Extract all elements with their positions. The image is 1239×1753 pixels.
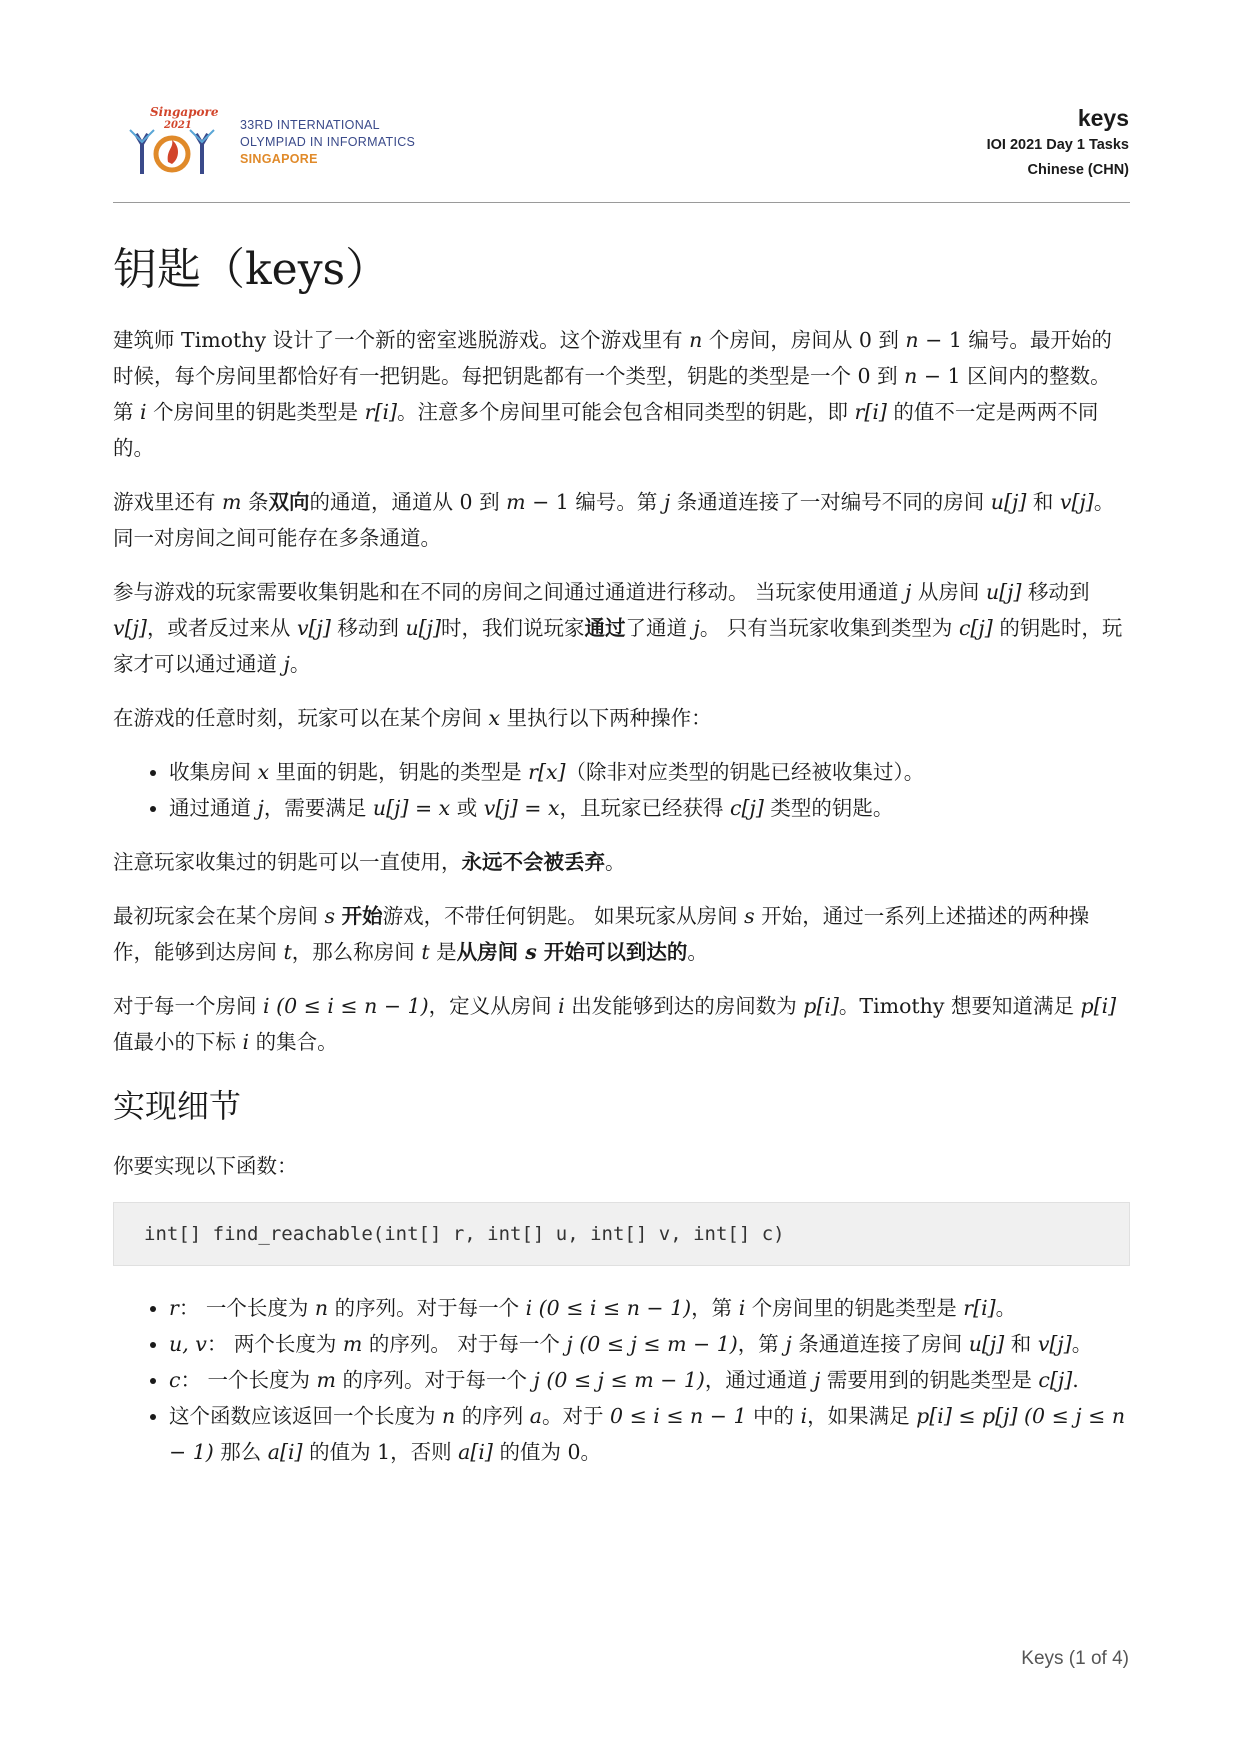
params-list <box>113 1290 1130 1470</box>
header-info <box>987 103 1129 183</box>
paragraph-intro: 建筑师 Timothy 设计了一个新的密室逃脱游戏。这个游戏里有 n 个房间，房间从 0 到 n − 1 编号。最开始的时候，每个房间里都恰好有一把钥匙。每把钥匙都有一个类型，钥匙的类型是一个 0 到 n − 1 区间内的整数。第 i 个房间里的钥匙类型是 r[i]。注意多个房间里可能会包含相同类型的钥匙，即 r[i] 的值不一定是两两不同的。 <box>113 328 1112 460</box>
list-item: • r： 一个长度为 n 的序列。对于每一个 i (0 ≤ i ≤ n − 1)，第 i 个房间里的钥匙类型是 r[i]。 <box>169 1290 1130 1326</box>
list-item: • c： 一个长度为 m 的序列。对于每一个 j (0 ≤ j ≤ m − 1)，通过通道 j 需要用到的钥匙类型是 c[j]. <box>169 1362 1130 1398</box>
list-item: • u, v： 两个长度为 m 的序列。 对于每一个 j (0 ≤ j ≤ m − 1)，第 j 条通道连接了房间 u[j] 和 v[j]。 <box>169 1326 1130 1362</box>
logo-script-year: 2021 <box>164 120 192 131</box>
list-item: • 收集房间 x 里面的钥匙，钥匙的类型是 r[x]（除非对应类型的钥匙已经被收集过）。 <box>169 754 1130 790</box>
logo-line-2: OLYMPIAD IN INFORMATICS <box>240 135 416 149</box>
paragraph-keys-persist: 注意玩家收集过的钥匙可以一直使用，永远不会被丢弃。 <box>113 850 626 874</box>
header-divider <box>113 202 1130 203</box>
task-name: keys <box>1077 105 1129 131</box>
contest-name: IOI 2021 Day 1 Tasks <box>986 137 1129 153</box>
paragraph-goal: 对于每一个房间 i (0 ≤ i ≤ n − 1)，定义从房间 i 出发能够到达的房间数为 p[i]。Timothy 想要知道满足 p[i] 值最小的下标 i 的集合。 <box>113 994 1117 1054</box>
operations-list <box>113 754 1130 826</box>
paragraph-operations-intro: 在游戏的任意时刻，玩家可以在某个房间 x 里执行以下两种操作： <box>113 706 712 730</box>
impl-intro: 你要实现以下函数： <box>113 1154 298 1178</box>
document-body <box>113 240 1130 1488</box>
page-footer: Keys (1 of 4) <box>1021 1648 1129 1669</box>
paragraph-passages: 游戏里还有 m 条双向的通道，通道从 0 到 m − 1 编号。第 j 条通道连接了一对编号不同的房间 u[j] 和 v[j]。同一对房间之间可能存在多条通道。 <box>113 490 1115 550</box>
logo-line-3: SINGAPORE <box>240 152 318 166</box>
logo-script-city: Singapore <box>150 105 219 119</box>
paragraph-reachable: 最初玩家会在某个房间 s 开始游戏，不带任何钥匙。 如果玩家从房间 s 开始，通过一系列上述描述的两种操作，能够到达房间 t，那么称房间 t 是从房间 s 开始可以到达的。 <box>113 904 1090 964</box>
section-heading-impl: 实现细节 <box>113 1087 242 1125</box>
language-label: Chinese (CHN) <box>1027 162 1129 178</box>
logo-text <box>240 117 415 168</box>
list-item: • 通过通道 j，需要满足 u[j] = x 或 v[j] = x，且玩家已经获得 c[j] 类型的钥匙。 <box>169 790 1130 826</box>
page-title: 钥匙（keys） <box>113 244 390 295</box>
logo-line-1: 33RD INTERNATIONAL <box>240 118 380 132</box>
list-item: • 这个函数应该返回一个长度为 n 的序列 a。对于 0 ≤ i ≤ n − 1 中的 i，如果满足 p[i] ≤ p[j] (0 ≤ j ≤ n − 1) 那么 a[i] 的值为 1，否则 a[i] 的值为 0。 <box>169 1398 1130 1470</box>
function-signature-code: int[] find_reachable(int[] r, int[] u, int[] v, int[] c) <box>113 1202 1130 1266</box>
paragraph-traverse: 参与游戏的玩家需要收集钥匙和在不同的房间之间通过通道进行移动。 当玩家使用通道 j 从房间 u[j] 移动到 v[j]，或者反过来从 v[j] 移动到 u[j]时，我们说玩家通过了通道 j。 只有当玩家收集到类型为 c[j] 的钥匙时，玩家才可以通过通道 j。 <box>113 580 1123 676</box>
